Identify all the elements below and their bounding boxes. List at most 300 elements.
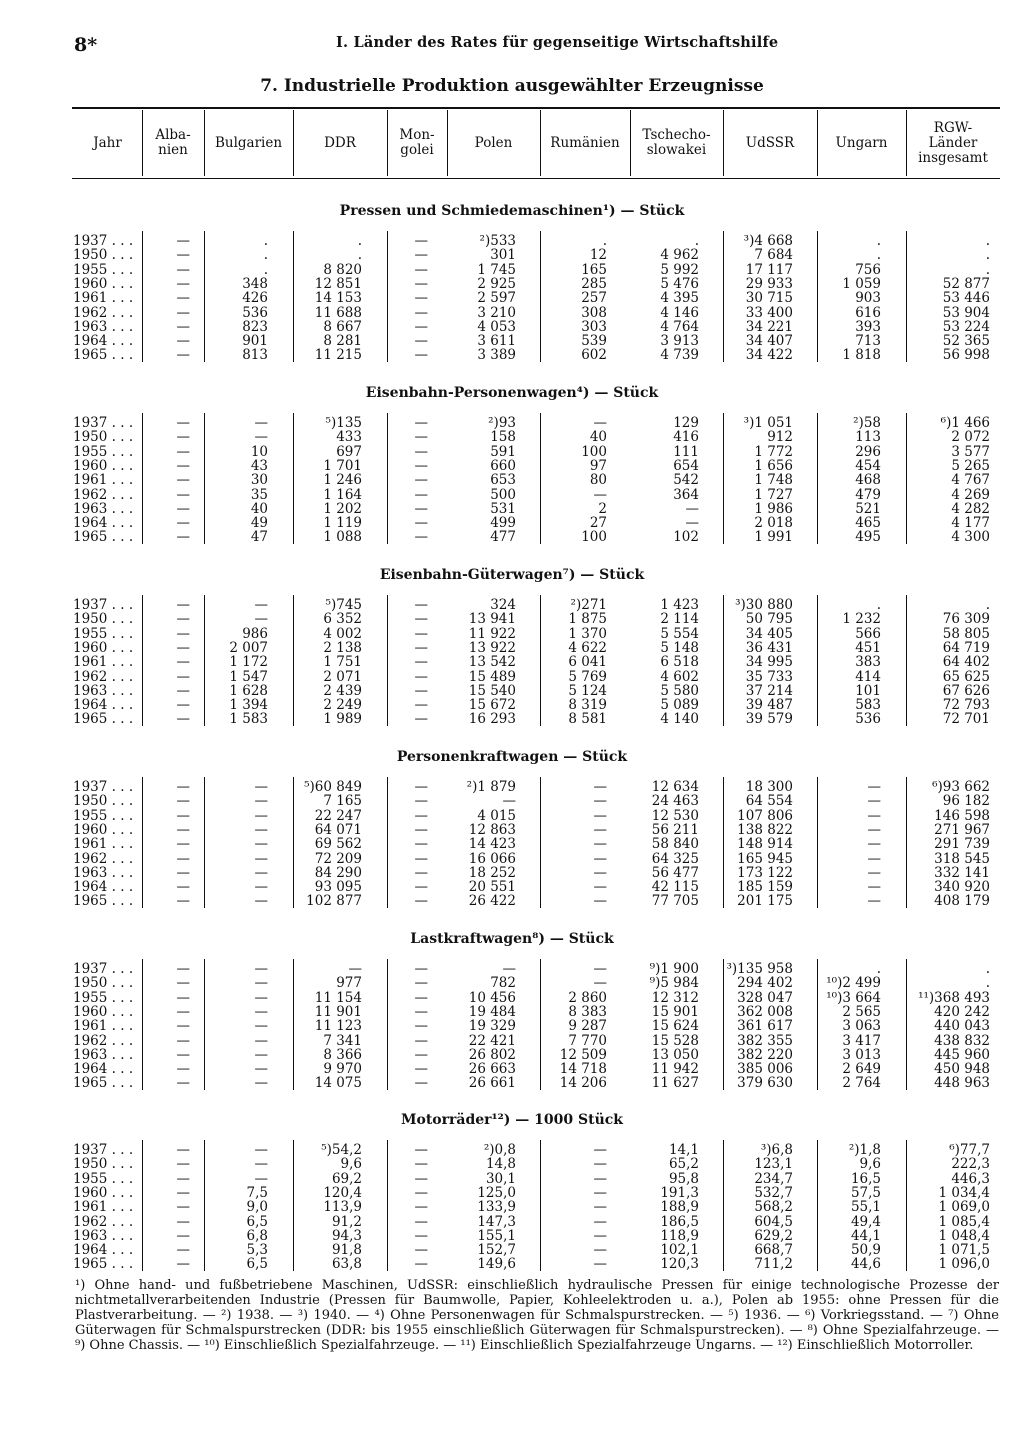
value-cell: — (593, 850, 607, 867)
value-cell: — (414, 1256, 428, 1273)
column-separator (142, 231, 143, 362)
value-cell: 8 281 (323, 333, 362, 350)
value-cell: — (593, 1184, 607, 1201)
value-cell: 138 822 (737, 821, 793, 838)
value-cell: 1 370 (568, 625, 607, 642)
value-cell: 1 048,4 (938, 1227, 990, 1244)
value-cell: 40 (250, 500, 268, 517)
value-cell: — (254, 850, 268, 867)
value-cell: — (414, 1075, 428, 1092)
year-label: 1955 . . . (73, 989, 134, 1006)
value-cell: — (176, 1142, 190, 1158)
value-cell: 35 733 (745, 668, 793, 685)
column-separator (540, 959, 541, 1090)
value-cell: — (867, 779, 881, 795)
value-cell: — (414, 668, 428, 685)
value-cell: — (593, 1170, 607, 1187)
value-cell: 532,7 (754, 1184, 793, 1201)
value-cell: 65,2 (668, 1156, 699, 1173)
value-cell: 303 (581, 318, 607, 335)
value-cell: 382 355 (737, 1032, 793, 1049)
value-cell: 58 805 (942, 625, 990, 642)
year-label: 1955 . . . (73, 625, 134, 642)
value-cell: 64 402 (942, 654, 990, 671)
value-cell: 328 047 (737, 989, 793, 1006)
value-cell: — (176, 275, 190, 292)
value-cell: 3 013 (842, 1046, 881, 1063)
value-cell: 385 006 (737, 1061, 793, 1078)
value-cell: 4 622 (568, 639, 607, 656)
year-label: 1962 . . . (73, 850, 134, 867)
value-cell: 8 319 (568, 697, 607, 714)
value-cell: 1 748 (754, 472, 793, 489)
value-cell: 64 325 (651, 850, 699, 867)
year-label: 1961 . . . (73, 1199, 134, 1216)
column-separator (204, 231, 205, 362)
value-cell: 668,7 (754, 1242, 793, 1259)
value-cell: 8 581 (568, 711, 607, 728)
value-cell: — (593, 975, 607, 992)
value-cell: 39 487 (745, 697, 793, 714)
value-cell: — (414, 836, 428, 853)
value-cell: 301 (490, 247, 516, 264)
value-cell: 616 (855, 304, 881, 321)
value-cell: 22 421 (468, 1032, 516, 1049)
value-cell: 414 (855, 668, 881, 685)
value-cell: — (414, 1170, 428, 1187)
value-cell: 12 634 (651, 779, 699, 795)
value-cell: ²)271 (570, 597, 607, 613)
year-label: 1950 . . . (73, 1156, 134, 1173)
value-cell: 539 (581, 333, 607, 350)
value-cell: 536 (855, 711, 881, 728)
value-cell: 521 (855, 500, 881, 517)
value-cell: 55,1 (850, 1199, 881, 1216)
value-cell: 8 366 (323, 1046, 362, 1063)
value-cell: 4 300 (951, 529, 990, 546)
value-cell: ²)1 879 (466, 779, 516, 795)
column-separator (540, 231, 541, 362)
value-cell: . (263, 247, 268, 264)
value-cell: 903 (855, 290, 881, 307)
value-cell: 1 701 (323, 457, 362, 474)
header-column-separator (204, 110, 205, 176)
value-cell: 446,3 (951, 1170, 990, 1187)
value-cell: — (176, 836, 190, 853)
year-label: 1961 . . . (73, 654, 134, 671)
value-cell: 14 206 (559, 1075, 607, 1092)
value-cell: 465 (855, 515, 881, 532)
value-cell: 29 933 (745, 275, 793, 292)
value-cell: 6,5 (246, 1213, 268, 1230)
value-cell: 977 (336, 975, 362, 992)
value-cell: — (176, 1170, 190, 1187)
value-cell: — (348, 961, 362, 977)
value-cell: — (176, 850, 190, 867)
value-cell: 2 439 (323, 682, 362, 699)
value-cell: . (985, 597, 990, 613)
value-cell: 13 542 (468, 654, 516, 671)
column-separator (293, 1140, 294, 1271)
year-label: 1960 . . . (73, 1184, 134, 1201)
column-separator (293, 231, 294, 362)
value-cell: — (254, 1061, 268, 1078)
value-cell: — (414, 1032, 428, 1049)
value-cell: 11 688 (314, 304, 362, 321)
value-cell: — (414, 318, 428, 335)
year-label: 1963 . . . (73, 318, 134, 335)
value-cell: 12 530 (651, 807, 699, 824)
value-cell: 445 960 (934, 1046, 990, 1063)
value-cell: 408 179 (934, 893, 990, 910)
value-cell: 361 617 (737, 1018, 793, 1035)
value-cell: — (414, 850, 428, 867)
value-cell: 16 066 (468, 850, 516, 867)
value-cell: . (694, 233, 699, 249)
column-separator (142, 1140, 143, 1271)
value-cell: 11 901 (314, 1003, 362, 1020)
value-cell: 222,3 (951, 1156, 990, 1173)
value-cell: 49 (250, 515, 268, 532)
value-cell: — (502, 961, 516, 977)
value-cell: — (176, 247, 190, 264)
value-cell: 451 (855, 639, 881, 656)
value-cell: 12 312 (651, 989, 699, 1006)
value-cell: 383 (855, 654, 881, 671)
value-cell: — (176, 443, 190, 460)
value-cell: 15 489 (468, 668, 516, 685)
value-cell: 6 518 (660, 654, 699, 671)
value-cell: — (254, 1156, 268, 1173)
value-cell: 158 (490, 429, 516, 446)
value-cell: — (593, 821, 607, 838)
value-cell: 50 795 (745, 611, 793, 628)
value-cell: 26 422 (468, 893, 516, 910)
value-cell: 5 265 (951, 457, 990, 474)
value-cell: — (254, 429, 268, 446)
value-cell: — (254, 1046, 268, 1063)
year-label: 1950 . . . (73, 975, 134, 992)
value-cell: — (414, 486, 428, 503)
column-separator (540, 1140, 541, 1271)
value-cell: — (414, 975, 428, 992)
value-cell: 285 (581, 275, 607, 292)
value-cell: 40 (589, 429, 607, 446)
value-cell: 1 628 (229, 682, 268, 699)
value-cell: 697 (336, 443, 362, 460)
value-cell: — (414, 639, 428, 656)
value-cell: — (414, 611, 428, 628)
column-separator (387, 231, 388, 362)
value-cell: 97 (589, 457, 607, 474)
year-label: 1937 . . . (73, 1142, 134, 1158)
value-cell: ²)93 (488, 415, 516, 431)
value-cell: 26 802 (468, 1046, 516, 1063)
value-cell: 1 232 (842, 611, 881, 628)
value-cell: 416 (673, 429, 699, 446)
value-cell: — (176, 668, 190, 685)
value-cell: ⁵)745 (325, 597, 362, 613)
value-cell: 4 767 (951, 472, 990, 489)
year-label: 1964 . . . (73, 333, 134, 350)
value-cell: — (414, 1199, 428, 1216)
value-cell: ²)0,8 (483, 1142, 516, 1158)
value-cell: . (985, 961, 990, 977)
column-separator (723, 413, 724, 544)
column-separator (142, 413, 143, 544)
value-cell: 1 989 (323, 711, 362, 728)
table-row (0, 1075, 1024, 1091)
value-cell: 1 423 (660, 597, 699, 613)
year-label: 1960 . . . (73, 275, 134, 292)
year-label: 1965 . . . (73, 893, 134, 910)
column-header: RGW- Länder insgesamt (918, 119, 988, 166)
value-cell: 500 (490, 486, 516, 503)
value-cell: — (685, 515, 699, 532)
value-cell: — (414, 793, 428, 810)
column-separator (723, 595, 724, 726)
column-header: Rumänien (550, 134, 620, 151)
column-separator (204, 413, 205, 544)
value-cell: 1 164 (323, 486, 362, 503)
value-cell: 9 970 (323, 1061, 362, 1078)
value-cell: — (867, 821, 881, 838)
value-cell: 18 252 (468, 864, 516, 881)
value-cell: 67 626 (942, 682, 990, 699)
value-cell: — (685, 500, 699, 517)
value-cell: ²)533 (479, 233, 516, 249)
value-cell: 58 840 (651, 836, 699, 853)
value-cell: 393 (855, 318, 881, 335)
column-separator (142, 595, 143, 726)
value-cell: . (985, 261, 990, 278)
value-cell: 654 (673, 457, 699, 474)
value-cell: 26 661 (468, 1075, 516, 1092)
value-cell: 102 877 (306, 893, 362, 910)
value-cell: — (593, 1199, 607, 1216)
value-cell: — (176, 879, 190, 896)
value-cell: 4 602 (660, 668, 699, 685)
value-cell: 120,3 (660, 1256, 699, 1273)
value-cell: 118,9 (660, 1227, 699, 1244)
value-cell: 426 (242, 290, 268, 307)
header-column-separator (447, 110, 448, 176)
value-cell: — (176, 1046, 190, 1063)
column-separator (293, 777, 294, 908)
value-cell: 93 095 (314, 879, 362, 896)
value-cell: — (414, 1213, 428, 1230)
value-cell: 148 914 (737, 836, 793, 853)
year-label: 1962 . . . (73, 1213, 134, 1230)
value-cell: 1 745 (477, 261, 516, 278)
value-cell: — (254, 611, 268, 628)
value-cell: 34 407 (745, 333, 793, 350)
section-title: Eisenbahn-Personenwagen⁴) — Stück (365, 385, 659, 401)
value-cell: 33 400 (745, 304, 793, 321)
value-cell: 3 389 (477, 347, 516, 364)
value-cell: 711,2 (754, 1256, 793, 1273)
value-cell: 1 818 (842, 347, 881, 364)
value-cell: 14,1 (668, 1142, 699, 1158)
section-title: Pressen und Schmiedemaschinen¹) — Stück (339, 203, 685, 219)
year-label: 1965 . . . (73, 1075, 134, 1092)
value-cell: 10 456 (468, 989, 516, 1006)
value-cell: 2 565 (842, 1003, 881, 1020)
year-label: 1964 . . . (73, 879, 134, 896)
value-cell: 11 123 (314, 1018, 362, 1035)
table-row (0, 529, 1024, 545)
value-cell: 15 672 (468, 697, 516, 714)
year-label: 1960 . . . (73, 821, 134, 838)
value-cell: — (414, 457, 428, 474)
value-cell: 5 124 (568, 682, 607, 699)
value-cell: 80 (589, 472, 607, 489)
value-cell: 15 901 (651, 1003, 699, 1020)
value-cell: 433 (336, 429, 362, 446)
value-cell: — (176, 793, 190, 810)
value-cell: 56 477 (651, 864, 699, 881)
value-cell: 823 (242, 318, 268, 335)
value-cell: — (414, 625, 428, 642)
value-cell: 2 597 (477, 290, 516, 307)
column-separator (540, 777, 541, 908)
value-cell: 5,3 (246, 1242, 268, 1259)
value-cell: 9,0 (246, 1199, 268, 1216)
value-cell: 44,6 (850, 1256, 881, 1273)
value-cell: 101 (855, 682, 881, 699)
value-cell: 35 (250, 486, 268, 503)
value-cell: 16,5 (850, 1170, 881, 1187)
value-cell: ⁵)54,2 (321, 1142, 362, 1158)
header-column-separator (817, 110, 818, 176)
column-separator (204, 595, 205, 726)
value-cell: 1 085,4 (938, 1213, 990, 1230)
value-cell: 84 290 (314, 864, 362, 881)
value-cell: 448 963 (934, 1075, 990, 1092)
value-cell: — (414, 304, 428, 321)
value-cell: 14 153 (314, 290, 362, 307)
column-separator (817, 1140, 818, 1271)
value-cell: ²)58 (853, 415, 881, 431)
value-cell: 713 (855, 333, 881, 350)
value-cell: 4 282 (951, 500, 990, 517)
value-cell: 566 (855, 625, 881, 642)
value-cell: 53 446 (942, 290, 990, 307)
value-cell: — (254, 1170, 268, 1187)
value-cell: — (414, 290, 428, 307)
value-cell: 332 141 (934, 864, 990, 881)
value-cell: 8 383 (568, 1003, 607, 1020)
column-separator (906, 777, 907, 908)
header-column-separator (293, 110, 294, 176)
value-cell: 1 059 (842, 275, 881, 292)
value-cell: 133,9 (477, 1199, 516, 1216)
value-cell: — (176, 1199, 190, 1216)
value-cell: 64 071 (314, 821, 362, 838)
value-cell: 5 992 (660, 261, 699, 278)
value-cell: — (414, 233, 428, 249)
value-cell: 113 (855, 429, 881, 446)
footnote-text: ¹) Ohne hand- und fußbetriebene Maschinen, UdSSR: einschließlich hydraulische Pressen für einige technologische Prozesse der nichtmetallverarbeitenden Industrie (Pressen für Baumwolle, Papier, Kohleelektroden u. a.), Polen ab 1955: ohne Pressen für die Plastverarbeitung. — ²) 1938. — ³) 1940. — ⁴) Ohne Personenwagen für Schmalspurstrecken. — ⁵) 1936. — ⁶) Vorkriegsstand. — ⁷) Ohne Güterwagen für Schmalspurstrecken (DDR: bis 1955 einschließlich Güterwagen für Schmalspurstrecken). — ⁸) Ohne Spezialfahrzeuge. — ⁹) Ohne Chassis. — ¹⁰) Einschließlich Spezialfahrzeuge. — ¹¹) Einschließlich Spezialfahrzeuge Ungarns. — ¹²) Einschließlich Motorroller. (75, 1278, 999, 1353)
value-cell: 2 072 (951, 429, 990, 446)
value-cell: — (414, 515, 428, 532)
value-cell: 438 832 (934, 1032, 990, 1049)
value-cell: 6,8 (246, 1227, 268, 1244)
value-cell: 146 598 (934, 807, 990, 824)
value-cell: 629,2 (754, 1227, 793, 1244)
value-cell: 52 365 (942, 333, 990, 350)
value-cell: 1 172 (229, 654, 268, 671)
value-cell: . (357, 233, 362, 249)
value-cell: 91,2 (331, 1213, 362, 1230)
value-cell: 3 417 (842, 1032, 881, 1049)
value-cell: ²)1,8 (848, 1142, 881, 1158)
value-cell: 12 (589, 247, 607, 264)
value-cell: — (414, 697, 428, 714)
value-cell: 63,8 (331, 1256, 362, 1273)
value-cell: 14 423 (468, 836, 516, 853)
value-cell: 1 069,0 (938, 1199, 990, 1216)
value-cell: 34 995 (745, 654, 793, 671)
year-label: 1950 . . . (73, 793, 134, 810)
value-cell: — (254, 779, 268, 795)
year-label: 1963 . . . (73, 682, 134, 699)
column-separator (293, 959, 294, 1090)
value-cell: — (254, 975, 268, 992)
column-separator (723, 231, 724, 362)
value-cell: — (176, 261, 190, 278)
value-cell: — (414, 1018, 428, 1035)
value-cell: — (176, 654, 190, 671)
value-cell: 72 793 (942, 697, 990, 714)
value-cell: 2 018 (754, 515, 793, 532)
value-cell: — (414, 529, 428, 546)
value-cell: 201 175 (737, 893, 793, 910)
value-cell: 1 246 (323, 472, 362, 489)
value-cell: 50,9 (850, 1242, 881, 1259)
value-cell: 7 165 (323, 793, 362, 810)
value-cell: . (263, 261, 268, 278)
value-cell: — (867, 807, 881, 824)
value-cell: 185 159 (737, 879, 793, 896)
value-cell: 2 249 (323, 697, 362, 714)
value-cell: 100 (581, 529, 607, 546)
year-label: 1961 . . . (73, 290, 134, 307)
value-cell: 271 967 (934, 821, 990, 838)
value-cell: 1 034,4 (938, 1184, 990, 1201)
value-cell: — (593, 807, 607, 824)
value-cell: — (254, 415, 268, 431)
column-separator (142, 777, 143, 908)
value-cell: 188,9 (660, 1199, 699, 1216)
value-cell: 69 562 (314, 836, 362, 853)
year-label: 1965 . . . (73, 347, 134, 364)
value-cell: 173 122 (737, 864, 793, 881)
footnotes (75, 1278, 999, 1353)
value-cell: . (876, 247, 881, 264)
value-cell: — (593, 1242, 607, 1259)
column-header: Polen (474, 134, 513, 151)
year-label: 1955 . . . (73, 261, 134, 278)
value-cell: 94,3 (331, 1227, 362, 1244)
year-label: 1955 . . . (73, 1170, 134, 1187)
value-cell: 1 547 (229, 668, 268, 685)
value-cell: 24 463 (651, 793, 699, 810)
table-row (0, 893, 1024, 909)
value-cell: 11 215 (314, 347, 362, 364)
value-cell: 5 089 (660, 697, 699, 714)
value-cell: 568,2 (754, 1199, 793, 1216)
